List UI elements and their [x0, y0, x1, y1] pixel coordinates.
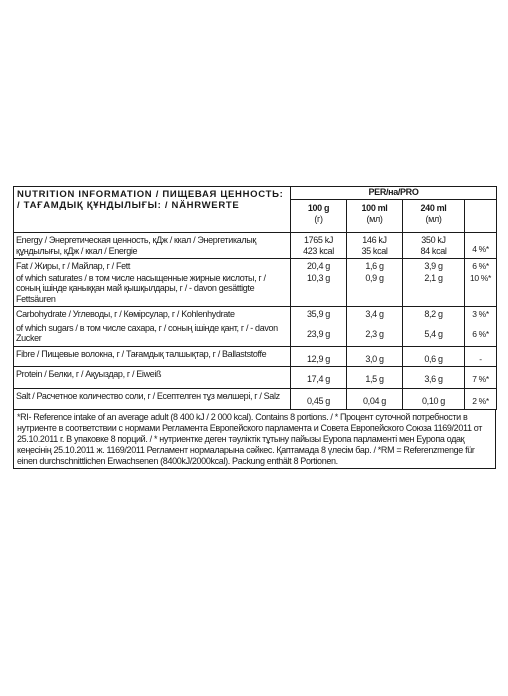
value-240ml: 3,9 g 2,1 g — [403, 259, 465, 307]
table-row-carbohydrate — [14, 307, 497, 347]
nutrition-table — [13, 186, 497, 410]
value-100g: 20,4 g 10,3 g — [291, 259, 347, 307]
footnote: *RI- Reference intake of an average adult (8 400 kJ / 2 000 kcal). Contains 8 portions. / * Процент суточной потребности в нутриенте в соответствии с нормами Регламента Европейского парламента и Совета Европейского Союза 1169/2011 от 25.10.2011 г. В упаковке 8 порций. / * нутриентке деген тәуліктік тұтыну пайызы Еуропа парламенті мен Еуропа одақ кеңесінің 25.10.2011 ж. 1169/2011 Регламент нормаларына сәйкес. Қаптамада 8 үлесім бар. / *RM = Referenzmenge für einen durchschnittlichen Erwachsenen (8400kJ/2000kcal). Packung enthält 8 Portionen. — [13, 410, 496, 469]
table-row-salt — [14, 388, 497, 410]
value-ri: 6 %* 10 %* — [465, 259, 497, 307]
sub-row-label: of which saturates / в том числе насыщенные жирные кислоты, г / соның ішінде қаныққан май қышқылдары, г / - davon gesättigte Fettsäuren — [16, 272, 266, 304]
row-label: Fibre / Пищевые волокна, г / Тағамдық талшықтар, г / Ballaststoffe — [14, 346, 291, 367]
column-header-ri — [465, 200, 497, 233]
nutrition-label — [13, 186, 496, 469]
value-ri: 2 %* — [465, 388, 497, 410]
value-100ml: 146 kJ 35 kcal — [347, 233, 403, 259]
table-title: NUTRITION INFORMATION / ПИЩЕВАЯ ЦЕННОСТЬ: / ТАҒАМДЫҚ ҚҰНДЫЛЫҒЫ: / NÄHRWERTE — [14, 187, 291, 233]
column-header-240ml: 240 ml (мл) — [403, 200, 465, 233]
value-240ml: 0,10 g — [403, 388, 465, 410]
value-100g: 35,9 g 23,9 g — [291, 307, 347, 347]
value-ri: - — [465, 346, 497, 367]
sub-row-label: of which sugars / в том числе сахара, г / соның ішінде қант, г / - davon Zucker — [16, 322, 278, 343]
value-240ml: 3,6 g — [403, 367, 465, 389]
value-100g: 0,45 g — [291, 388, 347, 410]
value-100g: 17,4 g — [291, 367, 347, 389]
value-ri: 7 %* — [465, 367, 497, 389]
row-label: Energy / Энергетическая ценность, кДж / ккал / Энергетикалық құндылығы, кДж / ккал / Energie — [14, 233, 291, 259]
value-ri: 3 %* 6 %* — [465, 307, 497, 347]
table-row-energy — [14, 233, 497, 259]
value-100g: 1765 kJ 423 kcal — [291, 233, 347, 259]
value-100ml: 1,5 g — [347, 367, 403, 389]
column-header-100ml: 100 ml (мл) — [347, 200, 403, 233]
value-240ml: 350 kJ 84 kcal — [403, 233, 465, 259]
value-240ml: 8,2 g 5,4 g — [403, 307, 465, 347]
column-header-100g: 100 g (г) — [291, 200, 347, 233]
value-240ml: 0,6 g — [403, 346, 465, 367]
table-row-fibre — [14, 346, 497, 367]
row-label: Protein / Белки, г / Ақуыздар, г / Eiweiß — [14, 367, 291, 389]
value-100ml: 1,6 g 0,9 g — [347, 259, 403, 307]
value-100g: 12,9 g — [291, 346, 347, 367]
value-100ml: 0,04 g — [347, 388, 403, 410]
row-label: Salt / Расчетное количество соли, г / Есептелген тұз мөлшері, г / Salz — [14, 388, 291, 410]
value-100ml: 3,4 g 2,3 g — [347, 307, 403, 347]
per-label: PER/на/PRO — [291, 187, 497, 200]
value-ri: 4 %* — [465, 233, 497, 259]
table-row-fat — [14, 259, 497, 307]
row-label: Fat / Жиры, г / Майлар, г / Fett of which saturates / в том числе насыщенные жирные кислоты, г / соның ішінде қаныққан май қышқылдары, г / - davon gesättigte Fettsäuren — [14, 259, 291, 307]
value-100ml: 3,0 g — [347, 346, 403, 367]
row-label: Carbohydrate / Углеводы, г / Көмірсулар, г / Kohlenhydrate of which sugars / в том числе сахара, г / соның ішінде қант, г / - davon Zucker — [14, 307, 291, 347]
table-row-protein — [14, 367, 497, 389]
